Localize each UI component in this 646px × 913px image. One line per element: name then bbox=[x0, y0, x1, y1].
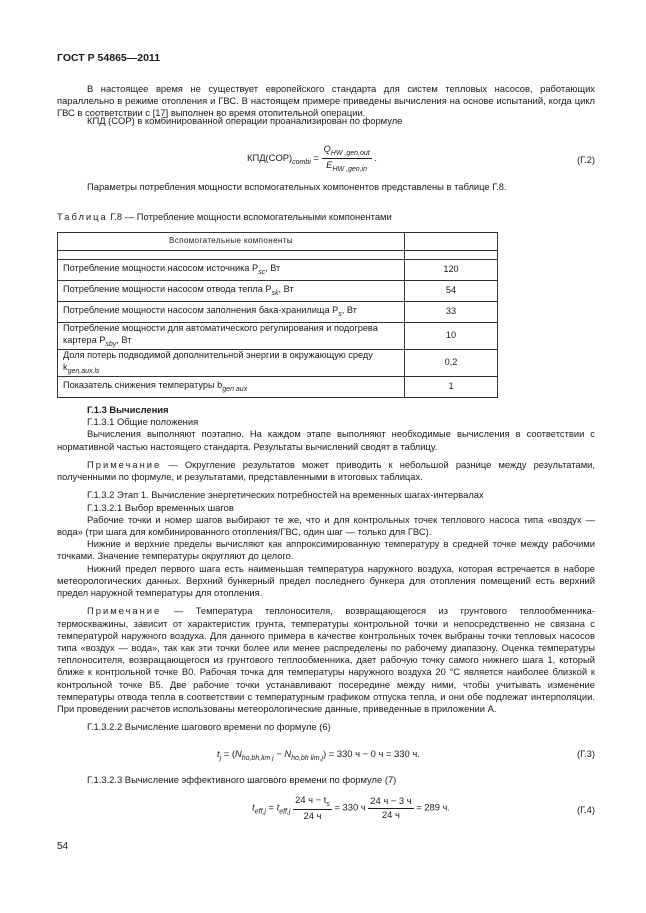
formula-g4-number: (Г.4) bbox=[577, 804, 595, 815]
formula-g2-denominator-sub: HW ,gen,in bbox=[332, 165, 368, 173]
table-row: Потребление мощности насосом отвода тепла $P_{sk}$, Вт 54 bbox=[58, 281, 498, 302]
table-header-value bbox=[405, 233, 498, 251]
cop-intro-paragraph bbox=[57, 115, 595, 127]
formula-g2-number: (Г.2) bbox=[577, 154, 595, 165]
section-calculations bbox=[57, 404, 595, 733]
note-rounding: Примечание — Округление результатов может приводить к небольшой разнице между результатами, полученными по формуле, и результатами, представленными в итоговых таблицах. bbox=[57, 458, 595, 483]
formula-g3-body: $t_j = (N_{ho,bh,lim j} - N_{ho,bh lim,j}) = 330$ ч − 0 ч = 330 ч. bbox=[217, 748, 420, 762]
formula-g4-fraction-1: $\frac{24 ч - t_s}{24 ч}$ bbox=[295, 794, 330, 821]
formula-g4 bbox=[57, 794, 595, 834]
components-table bbox=[57, 232, 498, 398]
paragraph-work-points: Рабочие точки и номер шагов выбирают те же, что и для контрольных точек теплового насоса типа «воздух — вода» (три шага для комбинированного отопления/ГВС, один шаг — только для ГВС). bbox=[57, 513, 595, 537]
formula-g2 bbox=[57, 140, 595, 180]
table-spacer-row bbox=[58, 251, 498, 260]
table-header-row bbox=[58, 233, 498, 251]
formula-g2-denominator: E bbox=[326, 158, 333, 170]
table-cell-value: 33 bbox=[405, 302, 498, 323]
formula-g2-body: $КПД(COP)_{combi}$ = $\frac{Q_{HW ,gen,out}}{E_{HW ,gen,in}}$ . bbox=[247, 143, 377, 173]
formula-g2-fraction bbox=[322, 143, 372, 174]
table-cell-value: 10 bbox=[405, 323, 498, 350]
table-row: Показатель снижения температуры $b_{gen aux}$ 1 bbox=[58, 376, 498, 397]
table-caption-word: Таблица bbox=[57, 211, 108, 222]
subsection-time-steps: Г.1.3.2.1 Выбор временных шагов bbox=[87, 501, 234, 513]
table-row: Потребление мощности для автоматического регулирования и подогрева картера $P_{sby}$, Вт 10 bbox=[58, 323, 498, 350]
subsection-step-time: Г.1.3.2.2 Вычисление шагового времени по формуле (6) bbox=[87, 721, 331, 733]
table-row: Потребление мощности насосом заполнения бака-хранилища $P_s$, Вт 33 bbox=[58, 302, 498, 323]
formula-g2-numerator: Q bbox=[323, 143, 331, 154]
table-cell-value: 0,2 bbox=[405, 349, 498, 376]
subsection-effective-time-text: Г.1.3.2.3 Вычисление эффективного шагового времени по формуле (7) bbox=[87, 774, 397, 785]
table-header-components: Вспомогательные компоненты bbox=[58, 233, 405, 251]
paragraph-limits: Нижние и верхние пределы вычисляют как аппроксимированную температуру в средней точке между рабочими точками. Значение температуры округляют до целого. bbox=[57, 538, 595, 562]
params-paragraph bbox=[57, 181, 595, 193]
formula-g3-number: (Г.3) bbox=[577, 748, 595, 759]
subsection-effective-time bbox=[57, 774, 595, 786]
params-text: Параметры потребления мощности вспомогательных компонентов представлены в таблице Г.8. bbox=[87, 181, 507, 192]
intro-text: В настоящее время не существует европейского стандарта для систем тепловых насосов, работающих параллельно в режиме отопления и ГВС. В настоящем примере приведены вычисления на основе испытаний, когда цикл ГВС в соответствии с [17] выполнен во время отопительной операции. bbox=[57, 83, 595, 119]
table-cell-value: 1 bbox=[405, 376, 498, 397]
table-cell-value: 120 bbox=[405, 260, 498, 281]
table-row: Потребление мощности насосом источника $P_{sc}$, Вт 120 bbox=[58, 260, 498, 281]
table-caption-text: Г.8 — Потребление мощности вспомогательными компонентами bbox=[110, 211, 392, 222]
section-title: Г.1.3 Вычисления bbox=[87, 404, 169, 415]
formula-g2-lhs-sub: combi bbox=[292, 158, 311, 166]
table-caption bbox=[57, 211, 595, 223]
formula-g4-body: $t_{eff,j} = t_{eff,j}$ $\frac{24 ч - t_s}{24 ч}$ = 330 ч $\frac{24 ч - 3 ч}{24 ч}$ = 289 ч. bbox=[252, 794, 451, 821]
formula-g2-lhs: КПД(COP) bbox=[247, 151, 293, 163]
subsection-stage1: Г.1.3.2 Этап 1. Вычисление энергетических потребностей на временных шагах-интервалах bbox=[87, 489, 484, 501]
cop-intro-text: КПД (COP) в комбинированной операции проанализирован по формуле bbox=[87, 115, 403, 126]
formula-g4-fraction-2: $\frac{24 ч - 3 ч}{24 ч}$ bbox=[370, 795, 412, 820]
paragraph-lower-limit: Нижний предел первого шага есть наименьшая температура наружного воздуха, которая встречается в наборе метеорологических данных. Верхний бункерный предел последнего бункера для отопления помещений есть верхний предел наружной температуры для отопления. bbox=[57, 562, 595, 599]
formula-g2-numerator-sub: HW ,gen,out bbox=[330, 149, 370, 157]
table-row: Доля потерь подводимой дополнительной энергии в окружающую среду $k_{gen,aux,ls}$ 0,2 bbox=[58, 349, 498, 376]
subsection-general: Г.1.3.1 Общие положения bbox=[87, 416, 199, 428]
page-number: 54 bbox=[57, 841, 69, 852]
general-text: Вычисления выполняют поэтапно. На каждом этапе выполняют необходимые вычисления в соответствии с нормативной частью настоящего стандарта. Результаты вычислений сводят в таблицу. bbox=[57, 428, 595, 452]
note-temperature: Примечание — Температура теплоносителя, возвращающегося из грунтового теплообменника-термоскважины, зависит от характеристик грунта, температуры контрольной точки и непосредственно не связана с температурой наружного воздуха. Для данного примера в качестве контрольных точек выбраны точки тепловых насосов типа «воздух — вода», так как эти точки более или менее распределены по рабочему диапазону. Оценка температуры теплоносителя, возвращающегося из грунтового теплообменника, дает рабочую точку самого нижнего шага 1, который ближе к контрольной точке В0. Рабочая точка для температуры наружного воздуха 20 °С является наиболее близкой к контрольной точке В5. Две рабочие точки устанавливают посередине между ними, чтобы учитывать изменение температуры отвода тепла в соответствии с температурным графиком отпуска тепла, и они обе подлежат интерполяции. При проведении расчетов использованы метеорологические данные, приведенные в приложении А. bbox=[57, 605, 595, 715]
document-header: ГОСТ Р 54865—2011 bbox=[57, 52, 161, 64]
table-cell-value: 54 bbox=[405, 281, 498, 302]
